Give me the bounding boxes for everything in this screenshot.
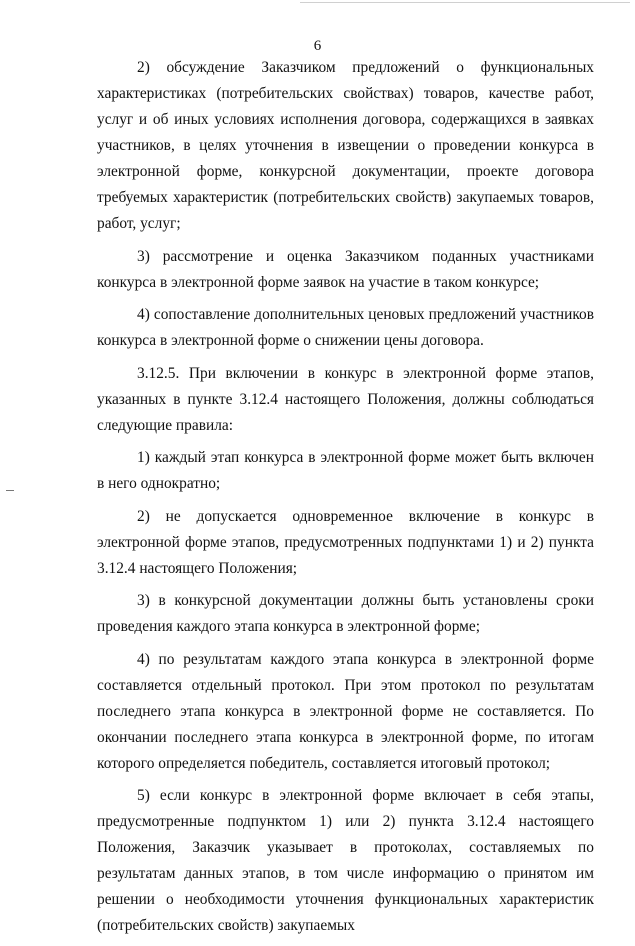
- paragraph: 4) сопоставление дополнительных ценовых предложений участников конкурса в электронной форме о снижении цены договора.: [97, 306, 594, 349]
- paragraph: 3) рассмотрение и оценка Заказчиком поданных участниками конкурса в электронной форме заявок на участие в таком конкурсе;: [97, 247, 594, 291]
- paragraph: 3) в конкурсной документации должны быть установлены сроки проведения каждого этапа конкурса в электронной форме;: [97, 592, 594, 635]
- paragraph: 1) каждый этап конкурса в электронной форме может быть включен в него однократно;: [97, 449, 594, 492]
- paragraph: 4) по результатам каждого этапа конкурса в электронной форме составляется отдельный протокол. При этом протокол по результатам последнего этапа конкурса в электронной форме не составляется. По окончании последнего этапа конкурса в электронной форме, по итогам которого определяется победитель, составляется итоговый протокол;: [97, 650, 594, 772]
- margin-mark: [6, 490, 14, 491]
- page-number: 6: [313, 38, 322, 54]
- paragraph: 2) не допускается одновременное включение в конкурс в электронной форме этапов, предусмотренных подпунктами 1) и 2) пункта 3.12.4 настоящего Положения;: [97, 507, 594, 577]
- body-text: [97, 55, 594, 946]
- paragraph: 2) обсуждение Заказчиком предложений о функциональных характеристиках (потребительских свойствах) товаров, качестве работ, услуг и об иных условиях исполнения договора, содержащихся в заявках участников, в целях уточнения в извещении о проведении конкурса в электронной форме, конкурсной документации, проекте договора требуемых характеристик (потребительских свойств) закупаемых товаров, работ, услуг;: [97, 59, 594, 232]
- paragraph: 3.12.5. При включении в конкурс в электронной форме этапов, указанных в пункте 3.12.4 настоящего Положения, должны соблюдаться следующие правила:: [97, 364, 594, 434]
- scan-edge-line: [300, 2, 630, 3]
- paragraph: 5) если конкурс в электронной форме включает в себя этапы, предусмотренные подпунктом 1) или 2) пункта 3.12.4 настоящего Положения, Заказчик указывает в протоколах, составляемых по результатам данных этапов, в том числе информацию о принятом им решении о необходимости уточнения функциональных характеристик (потребительских свойств) закупаемых: [97, 787, 594, 934]
